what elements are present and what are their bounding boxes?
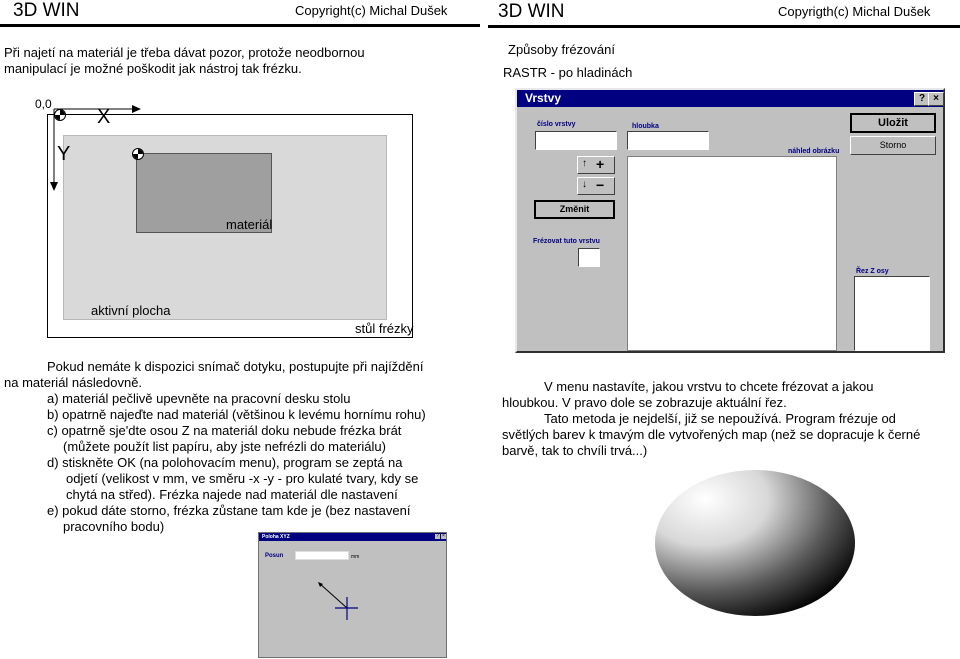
methods-heading: Způsoby frézování	[508, 42, 615, 57]
step-a: a) materiál pečlivě upevněte na pracovní desku stolu	[47, 391, 351, 406]
vrstvy-dialog	[515, 88, 945, 353]
image-preview-area	[627, 156, 837, 351]
raster-method-title: RASTR - po hladinách	[503, 65, 633, 80]
layer-number-label: číslo vrstvy	[537, 121, 576, 128]
step-e: e) pokud dáte storno, frézka zůstane tam kde je (bez nastavení	[47, 503, 411, 518]
poloha-help-button[interactable]: ?	[436, 533, 439, 539]
x-arrow-head	[132, 105, 141, 113]
right-body-line-2: hloubkou. V pravo dole se zobrazuje aktuální řez.	[502, 395, 787, 410]
arrow-down-icon: ↓	[582, 179, 587, 190]
right-header-divider	[488, 25, 960, 28]
layer-down-button[interactable]	[577, 177, 615, 195]
layer-up-button[interactable]	[577, 156, 615, 174]
plus-label: +	[596, 156, 605, 172]
x-axis-label: X	[97, 106, 111, 128]
y-arrow-head	[50, 182, 58, 191]
mill-layer-field[interactable]	[578, 248, 600, 267]
origin-target-icon	[54, 109, 66, 121]
left-intro-line-2: manipulací je možné poškodit jak nástroj tak frézku.	[4, 61, 302, 76]
left-copyright: Copyright(c) Michal Dušek	[295, 3, 448, 18]
help-button[interactable]: ?	[914, 92, 930, 106]
depth-label: hloubka	[632, 123, 659, 130]
minus-label: −	[596, 177, 605, 193]
step-e-cont: pracovního bodu)	[63, 519, 165, 534]
active-area-label: aktivní plocha	[91, 303, 171, 318]
posun-unit: mm	[351, 554, 360, 560]
poloha-title: Poloha XYZ	[262, 534, 290, 540]
material-corner-target-icon	[132, 148, 144, 160]
z-section-preview	[854, 276, 930, 351]
right-brand-title: 3D WIN	[498, 1, 565, 22]
z-section-label: Řez Z osy	[856, 268, 889, 275]
material-label: materiál	[226, 217, 273, 232]
step-d-cont-1: odjetí (velikost v mm, ve směru -x -y - pro kulaté tvary, kdy se	[66, 471, 419, 486]
left-body-line-1: Pokud nemáte k dispozici snímač dotyku, postupujte při najíždění	[47, 359, 424, 374]
posun-label: Posun	[265, 553, 284, 559]
axes-graphic	[0, 90, 480, 340]
step-c: c) opatrně sje'dte osou Z na materiál doku nebude frézka brát	[47, 423, 402, 438]
arrow-up-icon: ↑	[582, 158, 587, 169]
left-body-line-2: na materiál následovně.	[4, 375, 143, 390]
step-b: b) opatrně najeďte nad materiál (většinou k levému hornímu rohu)	[47, 407, 426, 422]
change-button[interactable]: Změnit	[534, 200, 615, 219]
save-button[interactable]: Uložit	[850, 113, 936, 133]
close-button[interactable]: ×	[928, 92, 944, 106]
step-d: d) stiskněte OK (na polohovacím menu), program se zeptá na	[47, 455, 403, 470]
right-body-line-1: V menu nastavíte, jakou vrstvu to chcete frézovat a jakou	[544, 379, 874, 394]
origin-label: 0,0	[35, 97, 52, 111]
vrstvy-titlebar	[517, 90, 943, 107]
preview-label: náhled obrázku	[788, 148, 840, 155]
cancel-button[interactable]: Storno	[850, 136, 936, 155]
right-copyright: Copyrigth(c) Michal Dušek	[778, 4, 931, 19]
step-d-cont-2: chytá na střed). Frézka najede nad materiál dle nastavení	[66, 487, 398, 502]
right-body-line-3: Tato metoda je nejdelší, již se nepoužívá. Program frézuje od	[544, 411, 896, 426]
table-label: stůl frézky	[355, 321, 414, 336]
mill-layer-label: Frézovat tuto vrstvu	[533, 238, 600, 245]
y-axis-label: Y	[57, 143, 71, 165]
position-vector-graphic	[259, 533, 448, 659]
move-vector-line	[319, 583, 347, 608]
left-header-divider	[0, 24, 480, 27]
depth-input[interactable]	[627, 131, 709, 150]
right-body-line-5: barvě, tak to chvíli trvá...)	[502, 443, 648, 458]
step-c-note: (můžete použít list papíru, aby jste nefrézli do materiálu)	[63, 439, 386, 454]
vrstvy-title: Vrstvy	[525, 91, 562, 105]
milling-table-diagram	[0, 90, 480, 340]
poloha-xyz-dialog	[258, 532, 447, 658]
left-intro-line-1: Při najetí na materiál je třeba dávat pozor, protože neodbornou	[4, 45, 365, 60]
left-brand-title: 3D WIN	[13, 0, 80, 21]
layer-number-input[interactable]	[535, 131, 617, 150]
poloha-close-button[interactable]: ×	[442, 533, 445, 539]
gradient-depth-ellipse	[650, 468, 860, 618]
right-body-line-4: světlých barev k tmavým dle vytvořených map (než se dopracuje k černé	[502, 427, 921, 442]
